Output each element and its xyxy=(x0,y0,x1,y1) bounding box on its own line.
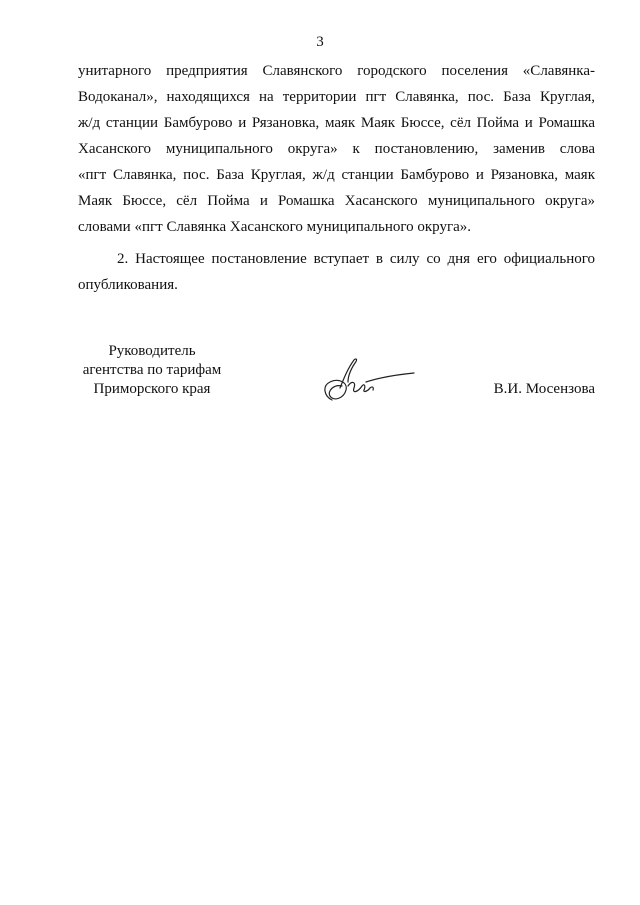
position-line: агентства по тарифам xyxy=(82,362,222,378)
text-line: словами «пгт Славянка Хасанского муниципального округа». xyxy=(78,219,472,235)
text-line: «пгт Славянка, пос. База Круглая, ж/д станции Бамбурово и Рязановка, маяк xyxy=(78,167,595,183)
signer-name: В.И. Мосензова xyxy=(493,381,595,397)
text-line: 2. Настоящее постановление вступает в силу со дня его официального xyxy=(117,251,595,267)
position-line: Приморского края xyxy=(93,381,211,397)
signature-block xyxy=(0,342,640,412)
text-line: унитарного предприятия Славянского городского поселения «Славянка- xyxy=(78,63,595,79)
text-line: опубликования. xyxy=(78,277,178,293)
paragraph-1 xyxy=(78,58,595,240)
text-line: Хасанского муниципального округа» к постановлению, заменив слова xyxy=(78,141,595,157)
body-text xyxy=(78,58,595,298)
text-line: Водоканал», находящихся на территории пгт Славянка, пос. База Круглая, xyxy=(78,89,595,105)
text-line: Маяк Бюссе, сёл Пойма и Ромашка Хасанского муниципального округа» xyxy=(78,193,595,209)
signatory-position xyxy=(72,342,232,399)
handwritten-signature xyxy=(318,356,418,404)
position-line: Руководитель xyxy=(108,343,196,359)
page-number: 3 xyxy=(316,34,324,50)
paragraph-2 xyxy=(78,246,595,298)
text-line: ж/д станции Бамбурово и Рязановка, маяк Маяк Бюссе, сёл Пойма и Ромашка xyxy=(78,115,595,131)
